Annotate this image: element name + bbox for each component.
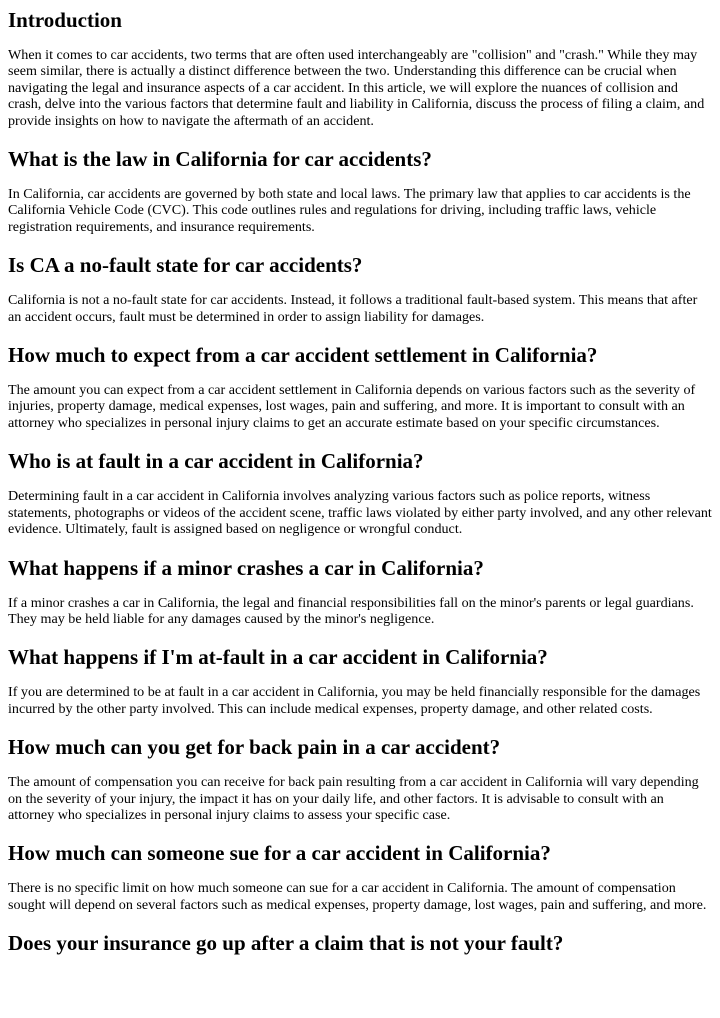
section-heading-california-law: What is the law in California for car accidents?: [8, 147, 432, 172]
section-heading-introduction: Introduction: [8, 8, 122, 32]
section-heading-back-pain: How much can you get for back pain in a car accident?: [8, 735, 501, 760]
section-body-back-pain: The amount of compensation you can receive for back pain resulting from a car accident in California will vary depending on the severity of your injury, the impact it has on your daily life, and other factors. It is advisable to consult with an attorney who specializes in personal injury claims to assess your specific case.: [8, 774, 699, 823]
section-heading-settlement: How much to expect from a car accident settlement in California?: [8, 343, 598, 368]
section-body-sue-amount: There is no specific limit on how much someone can sue for a car accident in California. The amount of compensation sought will depend on several factors such as medical expenses, property damage, lost wages, pain and suffering, and more.: [8, 880, 707, 913]
section-heading-no-fault: Is CA a no-fault state for car accidents?: [8, 253, 363, 278]
section-heading-sue-amount: How much can someone sue for a car accident in California?: [8, 841, 551, 866]
section-body-no-fault: California is not a no-fault state for car accidents. Instead, it follows a traditional fault-based system. This means that after an accident occurs, fault must be determined in order to assign liability for damages.: [8, 292, 698, 325]
section-body-california-law: In California, car accidents are governed by both state and local laws. The primary law that applies to car accidents is the California Vehicle Code (CVC). This code outlines rules and regulations for driving, including traffic laws, vehicle registration requirements, and insurance requirements.: [8, 186, 691, 235]
section-body-settlement: The amount you can expect from a car accident settlement in California depends on various factors such as the severity of injuries, property damage, medical expenses, lost wages, pain and suffering, and more. It is important to consult with an attorney who specializes in personal injury claims to get an accurate estimate based on your specific circumstances.: [8, 382, 696, 431]
section-heading-who-is-at-fault: Who is at fault in a car accident in California?: [8, 449, 424, 474]
section-body-at-fault: If you are determined to be at fault in a car accident in California, you may be held financially responsible for the damages incurred by the other party involved. This can include medical expenses, property damage, and other related costs.: [8, 684, 701, 717]
section-heading-insurance-increase: Does your insurance go up after a claim that is not your fault?: [8, 931, 564, 956]
section-body-introduction: When it comes to car accidents, two terms that are often used interchangeably are "collision" and "crash." While they may seem similar, there is actually a distinct difference between the two. Understanding this difference can be crucial when navigating the legal and insurance aspects of a car accident. In this article, we will explore the nuances of collision and crash, delve into the various factors that determine fault and liability in California, discuss the process of filing a claim, and provide insights on how to navigate the aftermath of an accident.: [8, 47, 705, 129]
section-body-who-is-at-fault: Determining fault in a car accident in California involves analyzing various factors such as police reports, witness statements, photographs or videos of the accident scene, traffic laws violated by either party involved, and any other relevant evidence. Ultimately, fault is assigned based on negligence or wrongful conduct.: [8, 488, 712, 538]
section-body-minor-crash: If a minor crashes a car in California, the legal and financial responsibilities fall on the minor's parents or legal guardians. They may be held liable for any damages caused by the minor's negligence.: [8, 594, 694, 627]
section-heading-minor-crash: What happens if a minor crashes a car in California?: [8, 555, 484, 580]
section-heading-at-fault: What happens if I'm at-fault in a car accident in California?: [8, 645, 548, 670]
